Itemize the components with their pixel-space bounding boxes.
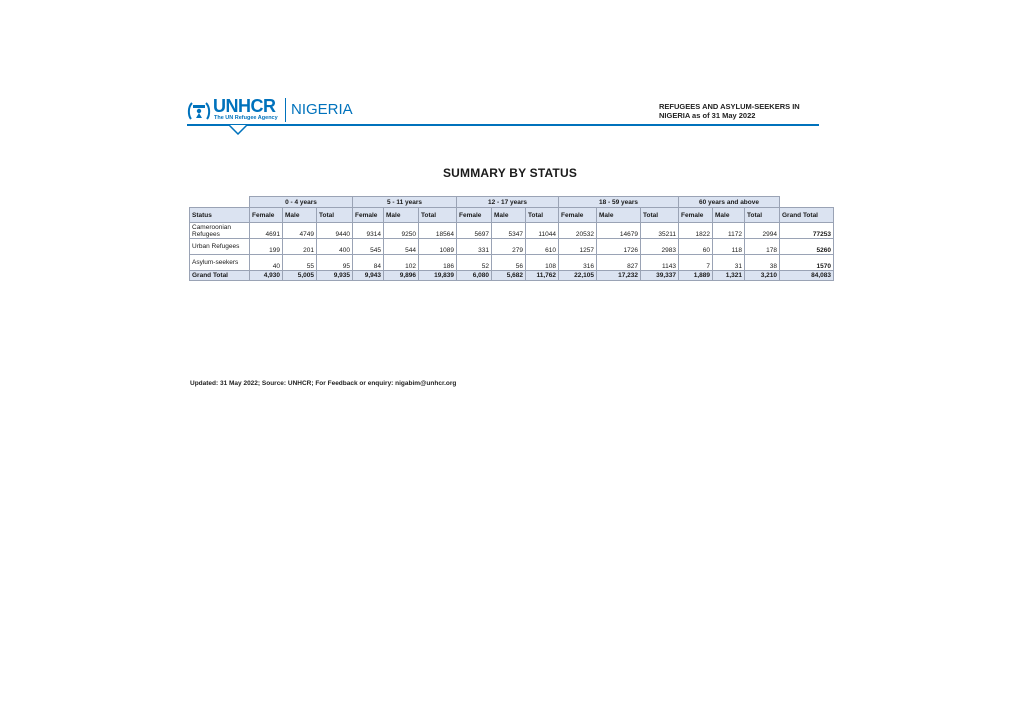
country-name: NIGERIA <box>291 101 353 118</box>
table-cell: 2994 <box>745 223 780 239</box>
table-cell: 5347 <box>492 223 526 239</box>
report-subtitle-line2: NIGERIA as of 31 May 2022 <box>659 111 756 120</box>
status-cell: Urban Refugees <box>190 239 250 255</box>
table-cell: 102 <box>384 255 419 271</box>
grand-total-cell: 5260 <box>780 239 834 255</box>
table-cell: 545 <box>353 239 384 255</box>
table-cell: 2983 <box>641 239 679 255</box>
status-cell: Cameroonian Refugees <box>190 223 250 239</box>
report-header <box>187 96 819 136</box>
brand-subtitle: The UN Refugee Agency <box>214 115 278 121</box>
column-header: Female <box>679 208 713 223</box>
table-cell: 118 <box>713 239 745 255</box>
table-cell: 4691 <box>250 223 283 239</box>
column-header: Female <box>353 208 384 223</box>
table-cell: 9,896 <box>384 271 419 281</box>
column-header: Grand Total <box>780 208 834 223</box>
table-cell: 1089 <box>419 239 457 255</box>
table-cell: 201 <box>283 239 317 255</box>
column-header: Male <box>597 208 641 223</box>
column-header: Total <box>317 208 353 223</box>
column-header: Total <box>641 208 679 223</box>
table-cell: 35211 <box>641 223 679 239</box>
column-header: Female <box>457 208 492 223</box>
table-cell: 3,210 <box>745 271 780 281</box>
column-header: Total <box>419 208 457 223</box>
column-header: Total <box>526 208 559 223</box>
column-header: Female <box>559 208 597 223</box>
page-title: SUMMARY BY STATUS <box>442 166 578 180</box>
table-cell: 6,080 <box>457 271 492 281</box>
grand-total-cell: 77253 <box>780 223 834 239</box>
column-header: Male <box>713 208 745 223</box>
header-rule <box>187 124 819 126</box>
table-cell: 56 <box>492 255 526 271</box>
table-cell: 9250 <box>384 223 419 239</box>
table-cell: 199 <box>250 239 283 255</box>
summary-table <box>189 196 834 281</box>
column-header: Status <box>190 208 250 223</box>
blank-header-cell <box>780 197 834 208</box>
unhcr-emblem-icon <box>187 99 211 121</box>
table-cell: 18564 <box>419 223 457 239</box>
age-group-header: 5 - 11 years <box>353 197 457 208</box>
table-cell: 39,337 <box>641 271 679 281</box>
table-cell: 4,930 <box>250 271 283 281</box>
table-cell: 1726 <box>597 239 641 255</box>
table-cell: 9440 <box>317 223 353 239</box>
report-subtitle-line1: REFUGEES AND ASYLUM-SEEKERS IN <box>659 102 800 111</box>
status-cell: Asylum-seekers <box>190 255 250 271</box>
table-cell: 20532 <box>559 223 597 239</box>
source-footnote: Updated: 31 May 2022; Source: UNHCR; For Feedback or enquiry: nigabim@unhcr.org <box>190 380 457 387</box>
age-group-header-row <box>190 197 834 208</box>
table-cell: 84 <box>353 255 384 271</box>
table-cell: 4749 <box>283 223 317 239</box>
table-cell: 17,232 <box>597 271 641 281</box>
table-cell: 1,889 <box>679 271 713 281</box>
table-cell: 5,682 <box>492 271 526 281</box>
age-group-header: 12 - 17 years <box>457 197 559 208</box>
table-cell: 827 <box>597 255 641 271</box>
table-row-asylum-seekers <box>190 255 834 271</box>
table-cell: 7 <box>679 255 713 271</box>
table-cell: 60 <box>679 239 713 255</box>
table-cell: 9314 <box>353 223 384 239</box>
table-cell: 14679 <box>597 223 641 239</box>
grand-total-cell: 1570 <box>780 255 834 271</box>
table-cell: 40 <box>250 255 283 271</box>
table-cell: 1,321 <box>713 271 745 281</box>
table-cell: 186 <box>419 255 457 271</box>
table-cell: 178 <box>745 239 780 255</box>
table-cell: 400 <box>317 239 353 255</box>
report-subtitle <box>659 102 824 120</box>
table-cell: 1257 <box>559 239 597 255</box>
table-row-grand-total <box>190 271 834 281</box>
table-cell: 22,105 <box>559 271 597 281</box>
table-cell: 1143 <box>641 255 679 271</box>
table-cell: 52 <box>457 255 492 271</box>
table-cell: 1822 <box>679 223 713 239</box>
column-header: Total <box>745 208 780 223</box>
blank-header-cell <box>190 197 250 208</box>
header-notch <box>229 125 247 135</box>
column-header: Female <box>250 208 283 223</box>
table-cell: 9,943 <box>353 271 384 281</box>
table-row-cameroonian-refugees <box>190 223 834 239</box>
table-cell: 5697 <box>457 223 492 239</box>
table-cell: 316 <box>559 255 597 271</box>
table-cell: 11,762 <box>526 271 559 281</box>
table-cell: 31 <box>713 255 745 271</box>
age-group-header: 60 years and above <box>679 197 780 208</box>
logo-divider <box>285 98 286 122</box>
brand-wordmark: UNHCR <box>213 96 276 116</box>
column-header: Male <box>384 208 419 223</box>
age-group-header: 0 - 4 years <box>250 197 353 208</box>
grand-total-cell: 84,083 <box>780 271 834 281</box>
table-cell: 5,005 <box>283 271 317 281</box>
column-header: Male <box>283 208 317 223</box>
table-cell: 279 <box>492 239 526 255</box>
table-cell: 544 <box>384 239 419 255</box>
table-cell: 55 <box>283 255 317 271</box>
table-cell: 11044 <box>526 223 559 239</box>
table-cell: 1172 <box>713 223 745 239</box>
column-header-row <box>190 208 834 223</box>
table-cell: 9,935 <box>317 271 353 281</box>
column-header: Male <box>492 208 526 223</box>
status-cell: Grand Total <box>190 271 250 281</box>
age-group-header: 18 - 59 years <box>559 197 679 208</box>
table-cell: 108 <box>526 255 559 271</box>
table-cell: 610 <box>526 239 559 255</box>
table-cell: 19,839 <box>419 271 457 281</box>
table-cell: 331 <box>457 239 492 255</box>
table-row-urban-refugees <box>190 239 834 255</box>
table-cell: 38 <box>745 255 780 271</box>
table-cell: 95 <box>317 255 353 271</box>
